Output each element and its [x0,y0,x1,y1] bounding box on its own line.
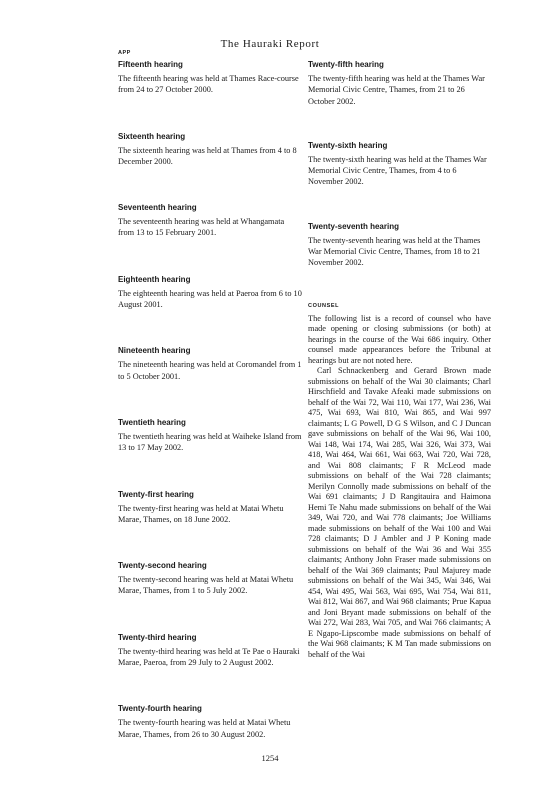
hearing-entry [308,60,491,107]
hearing-body: The eighteenth hearing was held at Paeroa from 6 to 10 August 2001. [118,288,302,310]
hearing-entry [308,222,491,269]
hearing-body: The fifteenth hearing was held at Thames Race-course from 24 to 27 October 2000. [118,74,299,95]
hearing-body: The twenty-third hearing was held at Te Pae o Hauraki Marae, Paeroa, from 29 July to 2 August 2002. [118,646,300,668]
hearing-title: Twentieth hearing [118,417,186,427]
hearing-title: Twenty-fourth hearing [118,704,202,714]
hearing-title: Twenty-first hearing [118,489,194,499]
page-number: 1254 [261,753,279,763]
counsel-section [308,303,491,661]
hearing-title: Eighteenth hearing [118,274,191,284]
hearing-entry [118,561,302,597]
hearing-title: Twenty-seventh hearing [308,221,399,231]
hearing-body: The twenty-first hearing was held at Matai Whetu Marae, Thames, on 18 June 2002. [118,503,284,524]
counsel-heading: COUNSEL [308,302,340,309]
hearing-entry [308,141,491,188]
hearing-body: The sixteenth hearing was held at Thames from 4 to 8 December 2000. [118,145,297,166]
hearing-title: Twenty-third hearing [118,632,197,642]
hearing-entry [118,60,302,96]
hearing-entry [118,346,302,382]
hearing-body: The twenty-second hearing was held at Matai Whetu Marae, Thames, from 1 to 5 July 2002. [118,575,294,596]
hearing-title: Nineteenth hearing [118,346,191,356]
left-column [118,60,302,752]
hearing-entry [118,275,302,311]
hearing-title: Fifteenth hearing [118,60,183,69]
hearing-body: The twenty-seventh hearing was held at the Thames War Memorial Civic Centre, Thames, from 18 to 21 November 2002. [308,235,481,268]
hearing-entry [118,704,302,740]
hearing-entry [118,418,302,454]
hearing-title: Seventeenth hearing [118,203,197,213]
hearing-body: The nineteenth hearing was held at Coromandel from 1 to 5 October 2001. [118,360,302,381]
hearing-entry [118,203,302,239]
hearing-body: The twenty-fourth hearing was held at Matai Whetu Marae, Thames, from 26 to 30 August 2002. [118,718,291,739]
hearing-entry [118,633,302,669]
hearing-body: The twentieth hearing was held at Waiheke Island from 13 to 17 May 2002. [118,431,302,453]
section-label: APP [118,50,131,56]
hearing-title: Twenty-second hearing [118,561,207,571]
hearing-body: The twenty-sixth hearing was held at the Thames War Memorial Civic Centre, Thames, from 4 to 6 November 2002. [308,154,487,187]
hearing-title: Twenty-sixth hearing [308,140,388,150]
right-column [308,60,491,660]
hearing-entry [118,132,302,168]
hearing-body: The twenty-fifth hearing was held at the Thames War Memorial Civic Centre, Thames, from 21 to 26 October 2002. [308,74,485,106]
hearing-title: Twenty-fifth hearing [308,60,384,69]
counsel-intro: The following list is a record of counsel who have made opening or closing submissions (or both) at hearings in the course of the Wai 686 inquiry. Other counsel made appearances before the Tribunal at hearings but are not noted here. [308,313,491,365]
hearing-body: The seventeenth hearing was held at Whangamata from 13 to 15 February 2001. [118,217,285,238]
hearing-entry [118,490,302,526]
running-head: The Hauraki Report [220,38,320,50]
counsel-list: Carl Schnackenberg and Gerard Brown made submissions on behalf of the Wai 30 claimants; Charl Hirschfield and Tavake Afeaki made submissions on behalf of the Wai 72, Wai 110, Wai 177, Wai 236, Wai 475, Wai 693, Wai 810, Wai 865, and Wai 997 claimants; L G Powell, D G S Wilson, and C J Duncan gave submissions on behalf of the Wai 96, Wai 100, Wai 148, Wai 174, Wai 285, Wai 326, Wai 373, Wai 418, Wai 464, Wai 661, Wai 663, Wai 720, Wai 728, and Wai 808 claimants; F R McLeod made submissions on behalf of the Wai 728 claimants; Merilyn Connolly made submissions on behalf of the Wai 691 claimants; J D Rangitauira and Haimona Hemi Te Nahu made submissions on behalf of the Wai 349, Wai 720, and Wai 778 claimants; Joe Williams made submissions on behalf of the Wai 100 and Wai 728 claimants; D J Ambler and J P Koning made submissions on behalf of the Wai 36 and Wai 355 claimants; Anthony John Fraser made submissions on behalf of the Wai 369 claimants; Paul Majurey made submissions on behalf of the Wai 345, Wai 346, Wai 454, Wai 495, Wai 563, Wai 695, Wai 754, Wai 811, Wai 812, Wai 867, and Wai 968 claimants; Prue Kapua and Joni Bryant made submissions on behalf of the Wai 272, Wai 283, Wai 705, and Wai 766 claimants; A E Ngapo-Lipscombe made submissions on behalf of the Wai 968 claimants; K M Tan made submissions on behalf of the Wai [308,366,491,659]
hearing-title: Sixteenth hearing [118,131,186,141]
